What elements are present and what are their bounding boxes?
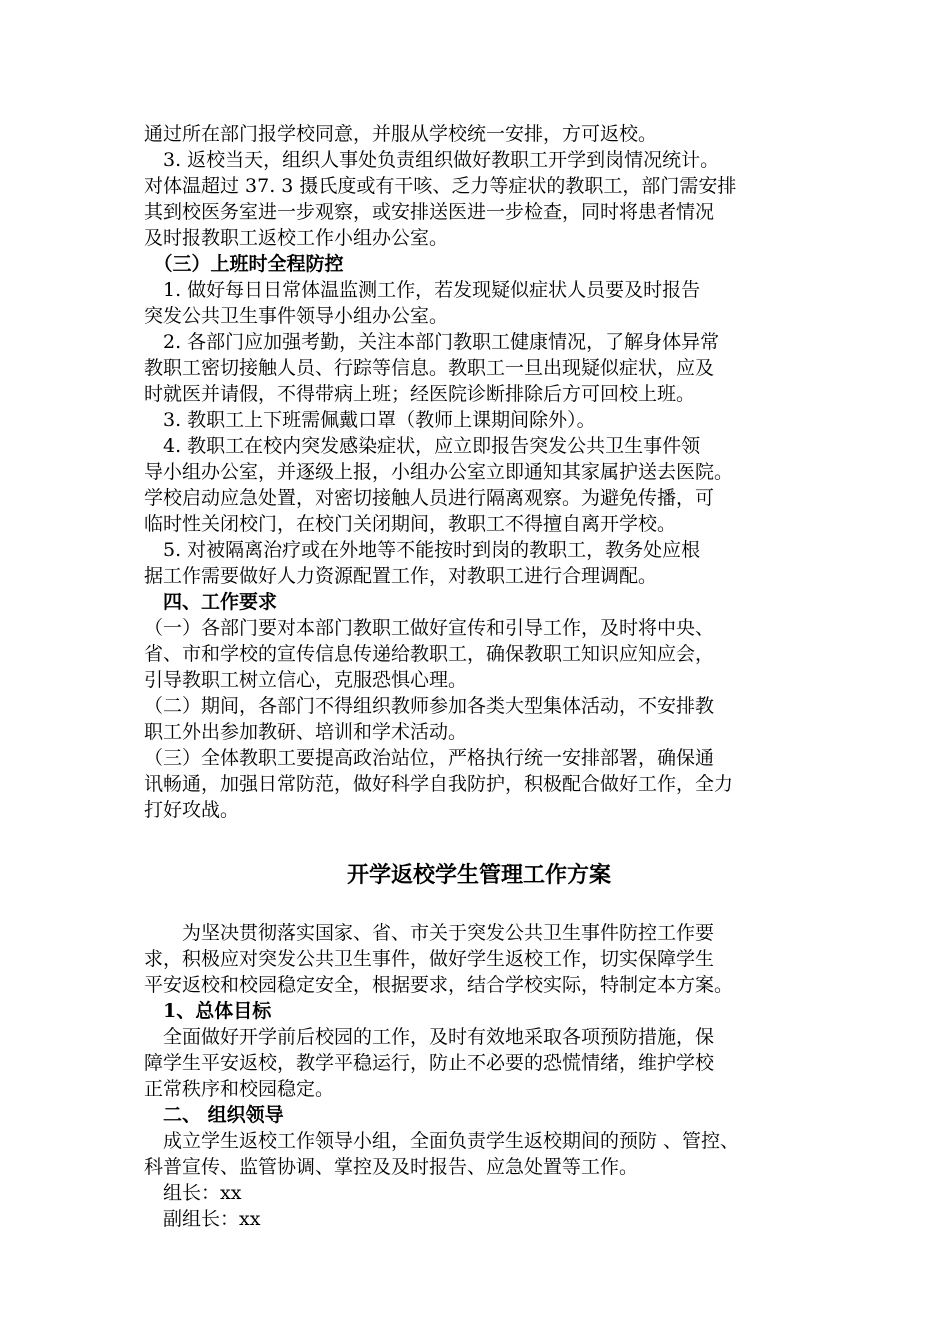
paragraph-line: 5. 对被隔离治疗或在外地等不能按时到岗的教职工，教务处应根 [144, 539, 701, 561]
paragraph-line: 3. 返校当天，组织人事处负责组织做好教职工开学到岗情况统计。 [144, 149, 720, 171]
paragraph-line: 正常秩序和校园稳定。 [144, 1078, 335, 1100]
paragraph-line: 障学生平安返校，教学平稳运行，防止不必要的恐慌情绪，维护学校 [144, 1052, 715, 1074]
paragraph-line: 导小组办公室，并逐级上报，小组办公室立即通知其家属护送去医院。 [144, 461, 734, 483]
section-student-plan [144, 920, 814, 1232]
paragraph-line: 教职工密切接触人员、行踪等信息。教职工一旦出现疑似症状，应及 [144, 357, 715, 379]
paragraph-line: 1. 做好每日日常体温监测工作，若发现疑似症状人员要及时报告 [144, 279, 701, 301]
paragraph-line: 对体温超过 37. 3 摄氏度或有干咳、乏力等症状的教职工，部门需安排 [144, 175, 737, 197]
paragraph-line: 及时报教职工返校工作小组办公室。 [144, 227, 449, 249]
paragraph-line: 全面做好开学前后校园的工作，及时有效地采取各项预防措施，保 [144, 1026, 715, 1048]
paragraph-line: 科普宣传、监管协调、掌控及及时报告、应急处置等工作。 [144, 1156, 639, 1178]
paragraph-line: 职工外出参加教研、培训和学术活动。 [144, 721, 468, 743]
paragraph-line: 讯畅通，加强日常防范，做好科学自我防护，积极配合做好工作，全力 [144, 773, 734, 795]
paragraph-line: （一）各部门要对本部门教职工做好宣传和引导工作，及时将中央、 [144, 617, 715, 639]
paragraph-line: 引导教职工树立信心，克服恐惧心理。 [144, 669, 468, 691]
paragraph-line: 学校启动应急处置，对密切接触人员进行隔离观察。为避免传播，可 [144, 487, 715, 509]
section-heading: （三）上班时全程防控 [144, 253, 344, 275]
section-heading: 1、总体目标 [144, 1000, 272, 1022]
paragraph-line: 求，积极应对突发公共卫生事件，做好学生返校工作，切实保障学生 [144, 948, 715, 970]
paragraph-line: 2. 各部门应加强考勤，关注本部门教职工健康情况，了解身体异常 [144, 331, 720, 353]
paragraph-line: （二）期间，各部门不得组织教师参加各类大型集体活动，不安排教 [144, 695, 715, 717]
paragraph-line: 临时性关闭校门，在校门关闭期间，教职工不得擅自离开学校。 [144, 513, 677, 535]
paragraph-line: 时就医并请假，不得带病上班；经医院诊断排除后方可回校上班。 [144, 383, 696, 405]
paragraph-line: 成立学生返校工作领导小组，全面负责学生返校期间的预防 、管控、 [144, 1130, 740, 1152]
section-heading: 二、 组织领导 [144, 1104, 284, 1126]
paragraph-line: 4. 教职工在校内突发感染症状，应立即报告突发公共卫生事件领 [144, 435, 701, 457]
document-title: 开学返校学生管理工作方案 [346, 862, 611, 888]
section-staff-measures [144, 121, 814, 823]
paragraph-line: 平安返校和校园稳定安全，根据要求，结合学校实际，特制定本方案。 [144, 974, 734, 996]
paragraph-line: 打好攻战。 [144, 799, 240, 821]
paragraph-line: 3. 教职工上下班需佩戴口罩（教师上课期间除外）。 [144, 409, 596, 431]
section-heading: 四、工作要求 [144, 591, 278, 613]
paragraph-line: 据工作需要做好人力资源配置工作，对教职工进行合理调配。 [144, 565, 658, 587]
paragraph-line: 副组长：xx [144, 1208, 261, 1230]
paragraph-line: 省、市和学校的宣传信息传递给教职工，确保教职工知识应知应会， [144, 643, 715, 665]
paragraph-line: 为坚决贯彻落实国家、省、市关于突发公共卫生事件防控工作要 [144, 922, 715, 944]
paragraph-line: 突发公共卫生事件领导小组办公室。 [144, 305, 449, 327]
paragraph-line: 通过所在部门报学校同意，并服从学校统一安排，方可返校。 [144, 123, 658, 145]
paragraph-line: （三）全体教职工要提高政治站位，严格执行统一安排部署，确保通 [144, 747, 715, 769]
paragraph-line: 其到校医务室进一步观察，或安排送医进一步检查，同时将患者情况 [144, 201, 715, 223]
paragraph-line: 组长：xx [144, 1182, 242, 1204]
